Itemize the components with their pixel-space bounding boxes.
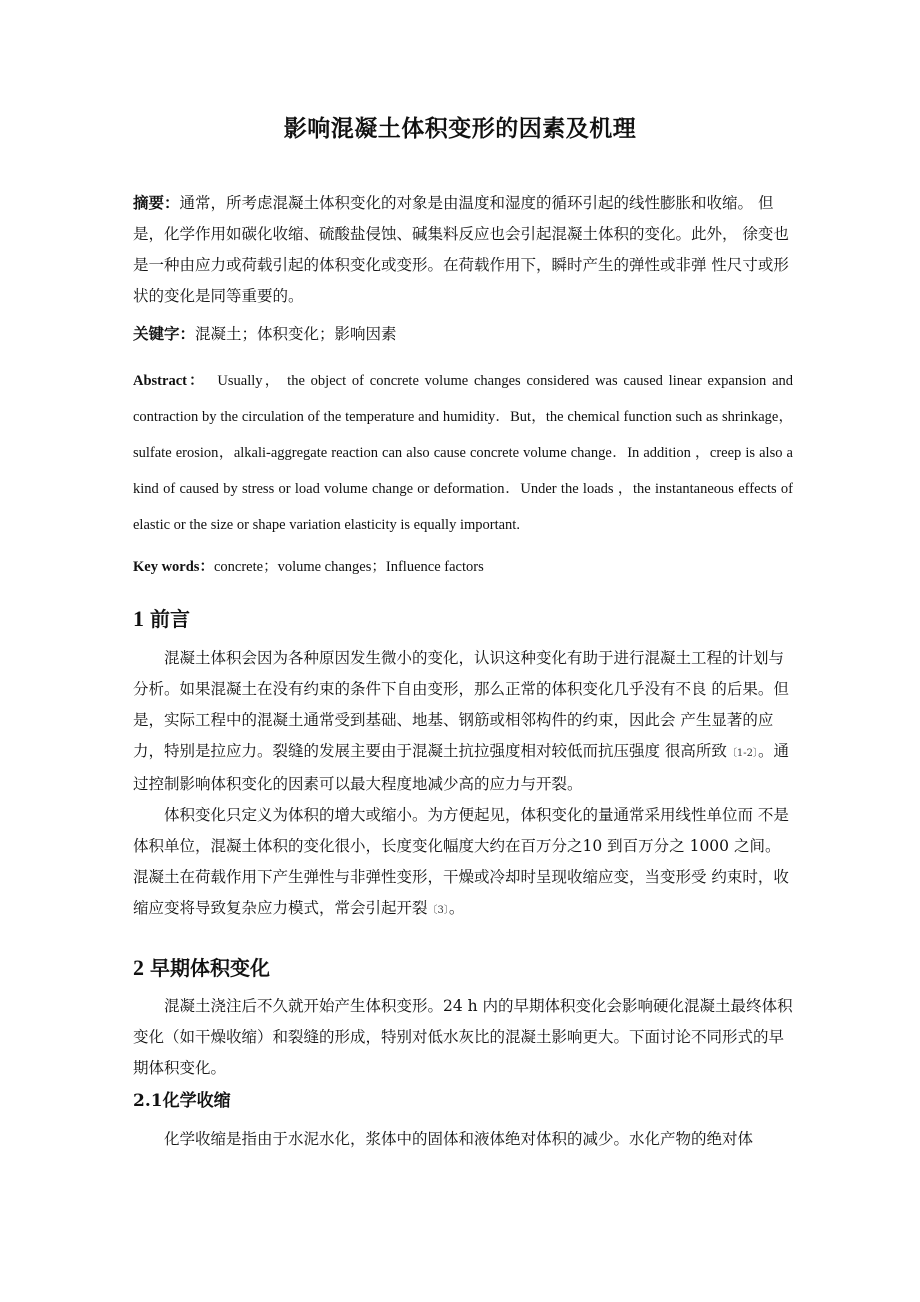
keywords-en-label: Key words： bbox=[133, 559, 214, 575]
section-2-body bbox=[133, 991, 793, 1084]
abstract-cn-text: 通常，所考虑混凝土体积变化的对象是由温度和湿度的循环引起的线性膨胀和收缩。 但是，化学作用如碳化收缩、硫酸盐侵蚀、碱集料反应也会引起混凝土体积的变化。此外， 徐变也是一种由应力或荷载引起的体积变化或变形。在荷载作用下，瞬时产生的弹性或非弹 性尺寸或形状的变化是同等重要的。 bbox=[133, 194, 789, 305]
abstract-cn bbox=[133, 187, 793, 312]
section-2-number: 2 bbox=[133, 955, 144, 980]
keywords-en-text: concrete；volume changes；Influence factors bbox=[213, 559, 484, 575]
keywords-cn bbox=[133, 318, 793, 350]
citation-3: 〔3〕 bbox=[427, 905, 449, 916]
subsection-2-1-paragraph-1: 化学收缩是指由于水泥水化，浆体中的固体和液体绝对体积的减少。水化产物的绝对体 bbox=[164, 1130, 754, 1148]
section-1-paragraph-2 bbox=[133, 800, 793, 926]
abstract-en-text: Usually， the object of concrete volume changes considered was caused linear expansion and contraction by the circulation of the temperature and humidity．But，the chemical function such as shrinkage，sulfate erosion，alkali-aggregate reaction can also cause concrete volume change．In addition ，creep is also a kind of caused by stress or load volume change or deformation．Under the loads ，the instantaneous effects of elastic or the size or shape variation elasticity is equally important. bbox=[133, 373, 794, 533]
section-2-title: 早期体积变化 bbox=[150, 956, 270, 980]
subsection-2-1-heading: 2.1化学收缩 bbox=[133, 1091, 231, 1111]
keywords-cn-text: 混凝土；体积变化；影响因素 bbox=[195, 325, 397, 343]
keywords-cn-label: 关键字： bbox=[133, 324, 196, 343]
section-2-paragraph-1: 混凝土浇注后不久就开始产生体积变形。24 h 内的早期体积变化会影响硬化混凝土最终体积变化（如干燥收缩）和裂缝的形成，特别对低水灰比的混凝土影响更大。下面讨论不同形式的早期体积变化。 bbox=[133, 997, 793, 1077]
section-1-heading bbox=[133, 603, 190, 632]
section-1-p2-text: 体积变化只定义为体积的增大或缩小。为方便起见，体积变化的量通常采用线性单位而 不是体积单位，混凝土体积的变化很小，长度变化幅度大约在百万分之10 到百万分之 1000 之间。混凝土在荷载作用下产生弹性与非弹性变形，干燥或冷却时呈现收缩应变，当变形受 约束时，收缩应变将导致复杂应力模式，常会引起开裂 bbox=[133, 806, 789, 917]
section-1-p1-text: 混凝土体积会因为各种原因发生微小的变化，认识这种变化有助于进行混凝土工程的计划与分析。如果混凝土在没有约束的条件下自由变形，那么正常的体积变化几乎没有不良 的后果。但是，实际工程中的混凝土通常受到基础、地基、钢筋或相邻构件的约束，因此会 产生显著的应力，特别是拉应力。裂缝的发展主要由于混凝土抗拉强度相对较低而抗压强度 很高所致 bbox=[133, 649, 789, 760]
keywords-en bbox=[133, 549, 793, 585]
section-1-title: 前言 bbox=[150, 607, 190, 631]
abstract-cn-label: 摘要： bbox=[133, 193, 180, 212]
abstract-en-label: Abstract： bbox=[133, 373, 206, 389]
section-1-paragraph-1 bbox=[133, 643, 793, 800]
section-1-p2-end: 。 bbox=[448, 899, 465, 917]
subsection-2-1-body bbox=[133, 1124, 793, 1155]
section-2-heading bbox=[133, 952, 270, 981]
section-1-p1-end: 。通过控制影响体积变化的因素可以最大程度地减少高的应力与开裂。 bbox=[133, 742, 790, 793]
abstract-en bbox=[133, 363, 793, 543]
paper-title: 影响混凝土体积变形的因素及机理 bbox=[283, 115, 637, 142]
section-1-body bbox=[133, 643, 793, 926]
citation-1-2: 〔1-2〕 bbox=[726, 748, 759, 759]
section-1-number: 1 bbox=[133, 606, 144, 631]
